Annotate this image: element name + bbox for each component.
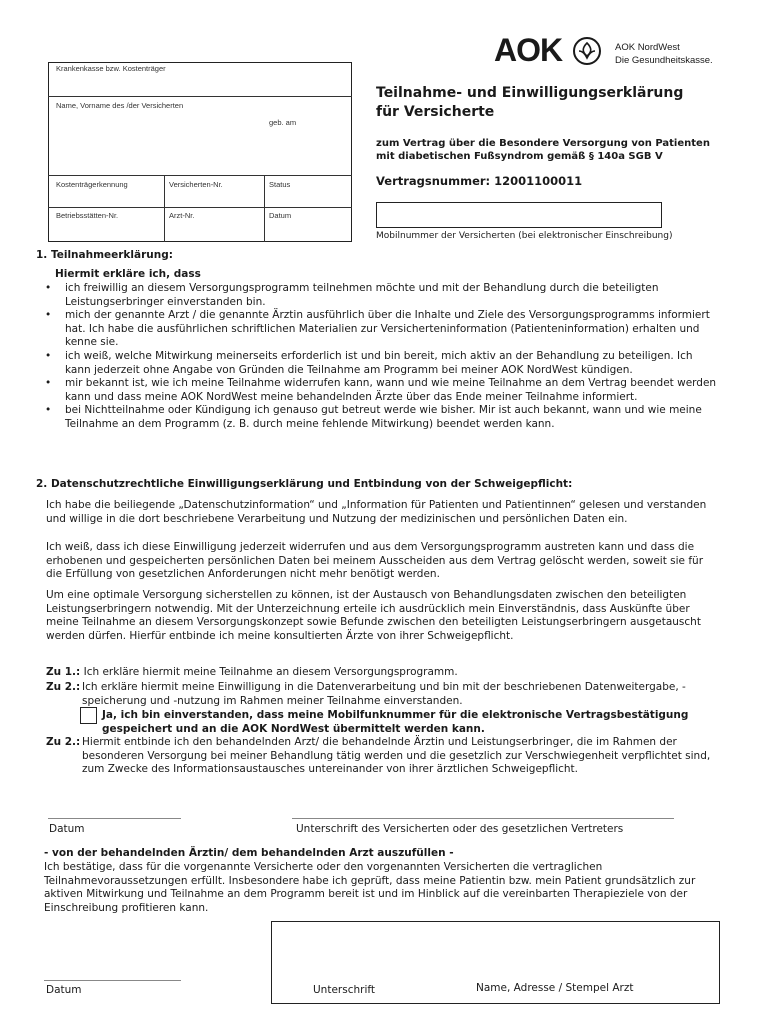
contract-number: Vertragsnummer: 12001100011 bbox=[376, 174, 583, 188]
list-item: • ich weiß, welche Mitwirkung meinerseits erforderlich ist und bin bereit, mich aktiv an der Behandlung zu beteiligen. Ich kann jederzeit ohne Angabe von Gründen die Teilnahme am Programm bei meiner AOK NordWest kündigen. bbox=[65, 350, 721, 377]
section1-list bbox=[65, 282, 721, 432]
zu1-label: Zu 1.: bbox=[46, 666, 81, 678]
stamp-label: Name, Adresse / Stempel Arzt bbox=[476, 982, 634, 994]
signature-line-1 bbox=[292, 818, 674, 819]
signature-label-2: Unterschrift bbox=[313, 984, 375, 996]
date-line-1 bbox=[48, 818, 181, 819]
mobile-consent-checkbox[interactable] bbox=[80, 707, 97, 724]
logo-line2: Die Gesundheitskasse. bbox=[615, 55, 713, 66]
label-datum: Datum bbox=[269, 211, 292, 220]
label-kasse: Krankenkasse bzw. Kostenträger bbox=[56, 64, 166, 73]
label-name: Name, Vorname des /der Versicherten bbox=[56, 101, 184, 110]
doctor-text: Ich bestätige, dass für die vorgenannte Versicherte oder den vorgenannten Versicherten die vertraglichen Teilnahmevoraussetzungen erfüllt. Insbesondere habe ich geprüft, dass meine Patientin bzw. mein Patient grundsätzlich zur aktiven Mitwirkung und Teilnahme an dem Programm bereit ist und im Hinblick auf die vereinbarten Therapieziele von der Einschreibung profitieren kann. bbox=[44, 861, 696, 914]
signature-label-1: Unterschrift des Versicherten oder des gesetzlichen Vertreters bbox=[296, 823, 624, 835]
mobile-consent-label: Ja, ich bin einverstanden, dass meine Mobilfunknummer für die elektronische Vertragsbestätigung gespeichert und an die AOK NordWest übermittelt werden kann. bbox=[102, 709, 689, 735]
aok-wordmark: AOK bbox=[494, 32, 563, 68]
zu2a-text: Ich erkläre hiermit meine Einwilligung in die Datenverarbeitung und bin mit der beschriebenen Datenweitergabe, -speicherung und -nutzung im Rahmen meiner Teilnahme einverstanden. bbox=[82, 681, 686, 707]
logo-line1: AOK NordWest bbox=[615, 42, 680, 53]
section2-p1: Ich habe die beiliegende „Datenschutzinformation“ und „Information für Patienten und Patientinnen“ gelesen und verstanden und willige in die dort beschriebene Verarbeitung und Nutzung der medizinischen und persönlichen Daten ein. bbox=[46, 499, 707, 525]
mobile-number-label: Mobilnummer der Versicherten (bei elektronischer Einschreibung) bbox=[376, 231, 673, 241]
date-label-2: Datum bbox=[46, 984, 82, 996]
aok-tree-icon bbox=[570, 36, 604, 66]
zu2b-label: Zu 2.: bbox=[46, 736, 81, 748]
label-arzt: Arzt-Nr. bbox=[169, 211, 195, 220]
section1-intro: Hiermit erkläre ich, dass bbox=[55, 268, 201, 280]
zu1-text: Ich erkläre hiermit meine Teilnahme an diesem Versorgungsprogramm. bbox=[83, 666, 458, 678]
label-status: Status bbox=[269, 180, 291, 189]
label-geb: geb. am bbox=[269, 118, 297, 127]
page-title: Teilnahme- und Einwilligungserklärung für Versicherte bbox=[376, 85, 684, 120]
section2-p3: Um eine optimale Versorgung sicherstellen zu können, ist der Austausch von Behandlungsdaten zwischen den beteiligten Leistungserbringern notwendig. Mit der Unterzeichnung erteile ich ausdrücklich mein Einverständnis, dass Auskünfte über meine Teilnahme an diesem Versorgungskonzept sowie Befunde zwischen den beteiligten Leistungserbringern ausgetauscht werden dürfen. Hierfür entbinde ich meine konsultierten Ärzte von ihrer Schweigepflicht. bbox=[46, 589, 701, 642]
label-bsnr: Betriebsstätten-Nr. bbox=[56, 211, 119, 220]
section1-heading: 1. Teilnahmeerklärung: bbox=[36, 249, 173, 261]
zu1 bbox=[46, 666, 718, 680]
aok-logo bbox=[494, 34, 634, 70]
list-item: • bei Nichtteilnahme oder Kündigung ich genauso gut betreut werde wie bisher. Mir ist auch bekannt, wann und wie meine Teilnahme an dem Programm (z. B. durch meine fehlende Mitwirkung) beendet werden kann. bbox=[65, 404, 721, 431]
page-subtitle: zum Vertrag über die Besondere Versorgung von Patienten mit diabetischen Fußsyndrom gemäß § 140a SGB V bbox=[376, 138, 710, 162]
zu2a-label: Zu 2.: bbox=[46, 681, 81, 693]
zu2a bbox=[46, 681, 718, 708]
label-kennung: Kostenträgerkennung bbox=[56, 180, 128, 189]
zu2b bbox=[46, 736, 718, 777]
logo-caption bbox=[615, 41, 713, 67]
list-item: • ich freiwillig an diesem Versorgungsprogramm teilnehmen möchte und mit der Behandlung durch die beteiligten Leistungserbringer einverstanden bin. bbox=[65, 282, 721, 309]
zu2b-text: Hiermit entbinde ich den behandelnden Arzt/ die behandelnde Ärztin und Leistungserbringer, die im Rahmen der besonderen Versorgung bei meiner Behandlung tätig werden und die gesetzlich zur Verschwiegenheit verpflichtet sind, zum Zwecke des Informationsaustausches untereinander von ihrer ärztlichen Schweigepflicht. bbox=[82, 736, 711, 776]
label-vnr: Versicherten-Nr. bbox=[169, 180, 223, 189]
doctor-heading: - von der behandelnden Ärztin/ dem behandelnden Arzt auszufüllen - bbox=[44, 847, 454, 859]
list-item: • mich der genannte Arzt / die genannte Ärztin ausführlich über die Inhalte und Ziele des Versorgungsprogramms informiert hat. Ich habe die ausführlichen schriftlichen Materialien zur Versicherteninformation (Patienteninformation) erhalten und kenne sie. bbox=[65, 309, 721, 350]
section2-heading: 2. Datenschutzrechtliche Einwilligungserklärung und Entbindung von der Schweigepflicht: bbox=[36, 478, 573, 490]
mobile-number-field[interactable] bbox=[376, 202, 662, 228]
date-line-2 bbox=[44, 980, 181, 981]
section2-p2: Ich weiß, dass ich diese Einwilligung jederzeit widerrufen und aus dem Versorgungsprogramm austreten kann und dass die erhobenen und gespeicherten persönlichen Daten bei meinem Ausscheiden aus dem Vertrag gelöscht werden, soweit sie für die Erfüllung von gesetzlichen Anforderungen nicht mehr benötigt werden. bbox=[46, 541, 704, 581]
date-label-1: Datum bbox=[49, 823, 85, 835]
list-item: • mir bekannt ist, wie ich meine Teilnahme widerrufen kann, wann und wie meine Teilnahme an dem Vertrag beendet werden kann und dass meine AOK NordWest meine behandelnden Ärzte über das Ende meiner Teilnahme informiert. bbox=[65, 377, 721, 404]
